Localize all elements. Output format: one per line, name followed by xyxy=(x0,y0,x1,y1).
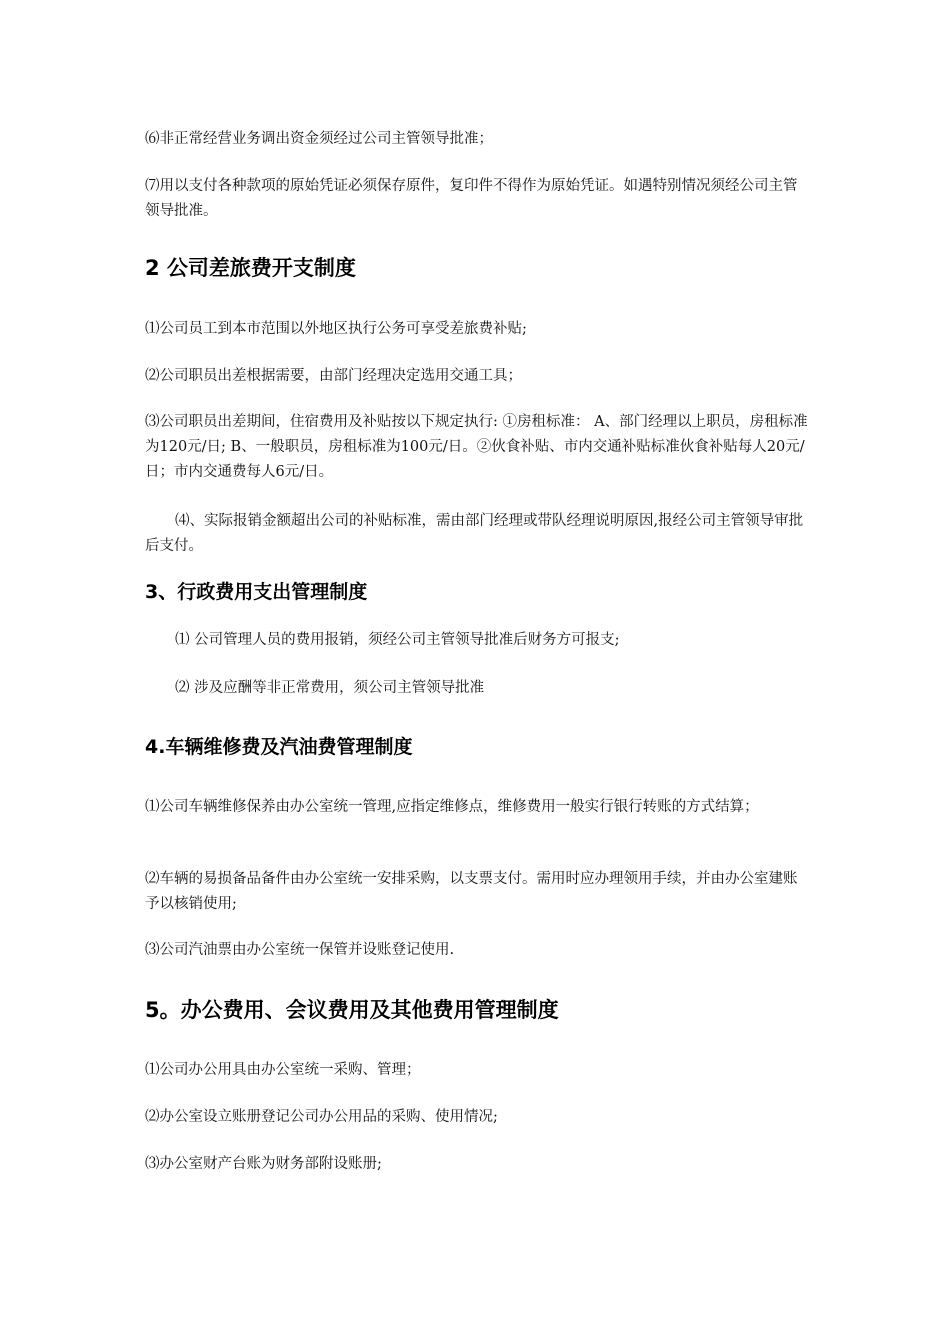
paragraph-item-6: ⑹非正常经营业务调出资金须经过公司主管领导批准； xyxy=(145,131,493,147)
paragraph-admin-2: ⑵ 涉及应酬等非正常费用，须公司主管领导批准 xyxy=(175,680,485,696)
paragraph-vehicle-1: ⑴公司车辆维修保养由办公室统一管理,应指定维修点，维修费用一般实行银行转账的方式结算； xyxy=(145,799,759,815)
paragraph-office-3: ⑶办公室财产台账为财务部附设账册; xyxy=(145,1156,382,1172)
paragraph-admin-1: ⑴ 公司管理人员的费用报销，须经公司主管领导批准后财务方可报支; xyxy=(175,632,620,648)
section-heading-travel-expense: 2 公司差旅费开支制度 xyxy=(145,256,356,280)
paragraph-vehicle-3: ⑶公司汽油票由办公室统一保管并设账登记使用. xyxy=(145,942,455,958)
paragraph-office-2: ⑵办公室设立账册登记公司办公用品的采购、使用情况; xyxy=(145,1109,498,1125)
paragraph-travel-1: ⑴公司员工到本市范围以外地区执行公务可享受差旅费补贴; xyxy=(145,321,527,337)
paragraph-vehicle-2: ⑵车辆的易损备品备件由办公室统一安排采购，以支票支付。需用时应办理领用手续，并由办公室建账予以核销使用; xyxy=(145,871,798,912)
paragraph-travel-4: ⑷、实际报销金额超出公司的补贴标准，需由部门经理或带队经理说明原因,报经公司主管领导审批后支付。 xyxy=(145,513,804,554)
paragraph-travel-2: ⑵公司职员出差根据需要，由部门经理决定选用交通工具； xyxy=(145,368,522,384)
paragraph-office-1: ⑴公司办公用具由办公室统一采购、管理； xyxy=(145,1062,421,1078)
paragraph-travel-3: ⑶公司职员出差期间，住宿费用及补贴按以下规定执行: ①房租标准： A、部门经理以上职员，房租标准为120元/日; B、一般职员，房租标准为100元/日。②伙食补贴、市内交通补贴标准伙食补贴每人20元/日；市内交通费每人6元/日。 xyxy=(145,414,808,480)
section-heading-admin-expense: 3、行政费用支出管理制度 xyxy=(145,581,368,603)
paragraph-item-7: ⑺用以支付各种款项的原始凭证必须保存原件，复印件不得作为原始凭证。如遇特别情况须经公司主管领导批准。 xyxy=(145,178,798,219)
section-heading-office-expense: 5。办公费用、会议费用及其他费用管理制度 xyxy=(145,998,559,1022)
section-heading-vehicle-expense: 4.车辆维修费及汽油费管理制度 xyxy=(145,736,413,758)
